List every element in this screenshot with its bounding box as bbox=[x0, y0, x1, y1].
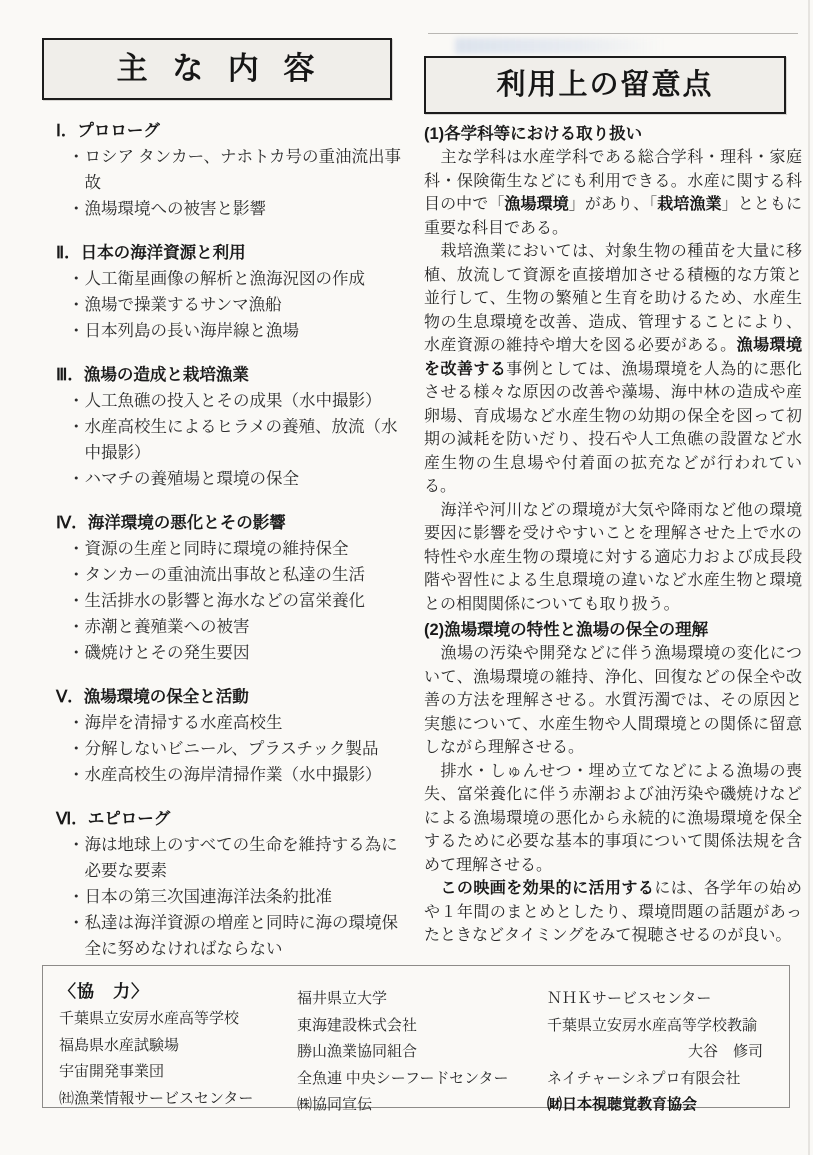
toc-item bbox=[68, 562, 412, 588]
toc-item-text: 日本列島の長い海岸線と漁場 bbox=[84, 321, 299, 340]
toc-item-text: 資源の生産と同時に環境の維持保全 bbox=[84, 539, 349, 558]
toc-item-list bbox=[42, 266, 412, 344]
toc-item-text: 水産高校生によるヒラメの養殖、放流（水中撮影） bbox=[84, 417, 398, 462]
usage-notes-header: 利用上の留意点 bbox=[424, 56, 786, 114]
toc-section-title: Ⅱ．日本の海洋資源と利用 bbox=[56, 244, 246, 262]
toc-item bbox=[68, 144, 412, 196]
toc-item-text: 人工衛星画像の解析と漁海況図の作成 bbox=[84, 269, 365, 288]
emphasis-text: 漁場環境 bbox=[504, 196, 569, 213]
credits-heading: 〈協 力〉 bbox=[59, 982, 149, 1001]
toc-item-text: タンカーの重油流出事故と私達の生活 bbox=[84, 565, 365, 584]
bullet-icon: ・ bbox=[68, 765, 85, 784]
toc-item-text: ハマチの養殖場と環境の保全 bbox=[84, 469, 299, 488]
toc-item-list bbox=[42, 388, 412, 492]
toc-section bbox=[42, 684, 412, 788]
bullet-icon: ・ bbox=[68, 835, 85, 854]
toc-item bbox=[68, 536, 412, 562]
credits-column bbox=[43, 978, 293, 1107]
toc-item-text: 漁場で操業するサンマ漁船 bbox=[84, 295, 282, 314]
bullet-icon: ・ bbox=[68, 417, 85, 436]
credit-line: 千葉県立安房水産高等学校教諭 bbox=[547, 1017, 758, 1034]
toc-item-text: 海は地球上のすべての生命を維持する為に必要な要素 bbox=[84, 835, 398, 880]
bullet-icon: ・ bbox=[68, 887, 85, 906]
body-text: 」とともに重要な科目である。 bbox=[424, 196, 802, 237]
body-text: 排水・しゅんせつ・埋め立てなどによる漁場の喪失、富栄養化に伴う赤潮および油汚染や磯焼けなどによる漁場環境の悪化から永続的に漁場環境を保全するために必要な基本的事項について関係法規を含めて理解させる。 bbox=[424, 762, 802, 874]
credit-line: 全魚連 中央シーフードセンター bbox=[297, 1070, 509, 1087]
toc-item-text: 分解しないビニール、プラスチック製品 bbox=[84, 739, 379, 758]
bullet-icon: ・ bbox=[68, 739, 85, 758]
emphasis-text: 栽培漁業 bbox=[657, 196, 722, 213]
bullet-icon: ・ bbox=[68, 295, 85, 314]
bullet-icon: ・ bbox=[68, 565, 85, 584]
toc-item-text: 赤潮と養殖業への被害 bbox=[84, 617, 250, 636]
toc-item-text: 生活排水の影響と海水などの富栄養化 bbox=[84, 591, 365, 610]
toc-item bbox=[68, 762, 412, 788]
toc-section-title: Ⅲ．漁場の造成と栽培漁業 bbox=[56, 366, 249, 384]
toc-item-list bbox=[42, 144, 412, 222]
toc-section-title: Ⅳ．海洋環境の悪化とその影響 bbox=[56, 514, 286, 532]
toc-item-text: 私達は海洋資源の増産と同時に海の環境保全に努めなければならない bbox=[84, 913, 398, 958]
credit-line: 宇宙開発事業団 bbox=[59, 1064, 165, 1080]
toc-item-text: 漁場環境への被害と影響 bbox=[84, 199, 266, 218]
toc-item bbox=[68, 466, 412, 492]
body-text: 漁場の汚染や開発などに伴う漁場環境の変化について、漁場環境の維持、浄化、回復などの保全や改善の方法を理解させる。水質汚濁では、その原因と実態について、水産生物や人間環境との関係に留意しながら理解させる。 bbox=[424, 645, 802, 756]
toc-item bbox=[68, 196, 412, 222]
credit-line: ㈱協同宣伝 bbox=[297, 1097, 373, 1113]
toc-section bbox=[42, 118, 412, 222]
toc-section-title: Ⅴ．漁場環境の保全と活動 bbox=[56, 688, 249, 706]
emphasis-text: この映画を効果的に活用する bbox=[440, 880, 655, 897]
credit-line: 東海建設株式会社 bbox=[297, 1017, 418, 1034]
toc-item-text: 日本の第三次国連海洋法条約批准 bbox=[84, 887, 332, 906]
credit-line: 福井県立大学 bbox=[297, 991, 388, 1007]
toc-item bbox=[68, 266, 412, 292]
bullet-icon: ・ bbox=[68, 269, 85, 288]
body-text: 」があり、「 bbox=[568, 196, 658, 213]
notes-paragraph bbox=[424, 760, 802, 878]
toc-section bbox=[42, 240, 412, 344]
toc-item-text: ロシア タンカー、ナホトカ号の重油流出事故 bbox=[84, 147, 401, 192]
toc-item-text: 磯焼けとその発生要因 bbox=[84, 643, 250, 662]
notes-paragraph bbox=[424, 642, 802, 760]
toc-item bbox=[68, 710, 412, 736]
toc-section-title: Ⅵ．エピローグ bbox=[56, 810, 171, 828]
toc-item-text: 海岸を清掃する水産高校生 bbox=[84, 713, 283, 732]
notes-section-heading: (2)漁場環境の特性と漁場の保全の理解 bbox=[424, 621, 709, 639]
credit-line: 大谷 修司 bbox=[687, 1044, 763, 1060]
body-text: 事例としては、漁場環境を人為的に悪化させる様々な原因の改善や藻場、海中林の造成や産卵場、育成場など水産生物の幼期の保全を図って初期の減耗を防いだり、投石や人工魚礁の設置など水産生物の生息場や付着面の拡充などが行われている。 bbox=[424, 360, 802, 495]
bullet-icon: ・ bbox=[68, 539, 85, 558]
bullet-icon: ・ bbox=[68, 147, 85, 166]
toc-section bbox=[42, 362, 412, 492]
notes-paragraph bbox=[424, 146, 802, 240]
body-text: 栽培漁業においては、対象生物の種苗を大量に移植、放流して資源を直接増加させる積極的な方策と並行して、生物の繁殖と生育を助けるため、水産生物の生息環境を改善、造成、管理することにより、水産資源の維持や増大を図る必要がある。 bbox=[424, 243, 802, 354]
usage-notes-body bbox=[424, 122, 802, 948]
toc-section bbox=[42, 510, 412, 666]
credit-line: 福島県水産試験場 bbox=[59, 1037, 180, 1054]
usage-notes-column bbox=[424, 56, 802, 948]
toc-sections bbox=[42, 118, 412, 962]
paper-edge bbox=[808, 0, 810, 1155]
notes-section-heading: (1)各学科等における取り扱い bbox=[424, 125, 643, 143]
bullet-icon: ・ bbox=[68, 913, 85, 932]
toc-item-list bbox=[42, 832, 412, 962]
credit-line: ＮＨＫサービスセンター bbox=[547, 991, 712, 1007]
credit-line: ㈳漁業情報サービスセンター bbox=[59, 1090, 254, 1107]
toc-item-list bbox=[42, 710, 412, 788]
toc-item bbox=[68, 910, 412, 962]
notes-paragraph bbox=[424, 877, 802, 948]
bullet-icon: ・ bbox=[68, 391, 85, 410]
toc-item bbox=[68, 388, 412, 414]
print-bleed-through bbox=[455, 38, 665, 54]
bullet-icon: ・ bbox=[68, 469, 85, 488]
bullet-icon: ・ bbox=[68, 199, 85, 218]
toc-item bbox=[68, 832, 412, 884]
toc-item bbox=[68, 414, 412, 466]
toc-section bbox=[42, 806, 412, 962]
toc-item-list bbox=[42, 536, 412, 666]
body-text bbox=[424, 880, 440, 897]
bullet-icon: ・ bbox=[68, 617, 85, 636]
toc-item bbox=[68, 884, 412, 910]
toc-item bbox=[68, 588, 412, 614]
toc-item bbox=[68, 318, 412, 344]
bullet-icon: ・ bbox=[68, 643, 85, 662]
bullet-icon: ・ bbox=[68, 591, 85, 610]
toc-section-title: Ⅰ．プロローグ bbox=[56, 122, 160, 140]
toc-item-text: 人工魚礁の投入とその成果（水中撮影） bbox=[84, 391, 382, 410]
main-contents-header: 主 な 内 容 bbox=[42, 38, 392, 100]
credit-line: 勝山漁業協同組合 bbox=[297, 1044, 418, 1060]
toc-item bbox=[68, 614, 412, 640]
credits-column bbox=[543, 978, 789, 1113]
credit-line: 千葉県立安房水産高等学校 bbox=[59, 1011, 240, 1027]
cooperation-credits-box bbox=[42, 965, 790, 1113]
toc-item bbox=[68, 292, 412, 318]
bullet-icon: ・ bbox=[68, 713, 85, 732]
notes-paragraph bbox=[424, 499, 802, 617]
bullet-icon: ・ bbox=[68, 321, 85, 340]
main-contents-column bbox=[42, 38, 412, 962]
scan-artifact-line bbox=[428, 33, 798, 34]
body-text: 海洋や河川などの環境が大気や降雨など他の環境要因に影響を受けやすいことを理解させた上で水の特性や水産生物の環境に対する適応力および成長段階や習性による生息環境の違いなど水産生物と環境との相関関係についても取り扱う。 bbox=[424, 501, 802, 613]
body-text: 主な学科は水産学科である総合学科・理科・家庭科・保険衛生などにも利用できる。水産に関する科目の中で「 bbox=[424, 149, 802, 213]
toc-item bbox=[68, 736, 412, 762]
toc-item bbox=[68, 640, 412, 666]
credit-line: ㈶日本視聴覚教育協会 bbox=[547, 1096, 698, 1113]
emphasis-text: 漁場環境を改善する bbox=[424, 337, 802, 378]
credits-column bbox=[293, 978, 543, 1113]
notes-paragraph bbox=[424, 240, 802, 499]
credit-line: ネイチャーシネプロ有限会社 bbox=[547, 1070, 741, 1087]
body-text: には、各学年の始めや１年間のまとめとしたり、環境問題の話題があったときなどタイミングをみて視聴させるのが良い。 bbox=[424, 880, 802, 944]
toc-item-text: 水産高校生の海岸清掃作業（水中撮影） bbox=[84, 765, 382, 784]
